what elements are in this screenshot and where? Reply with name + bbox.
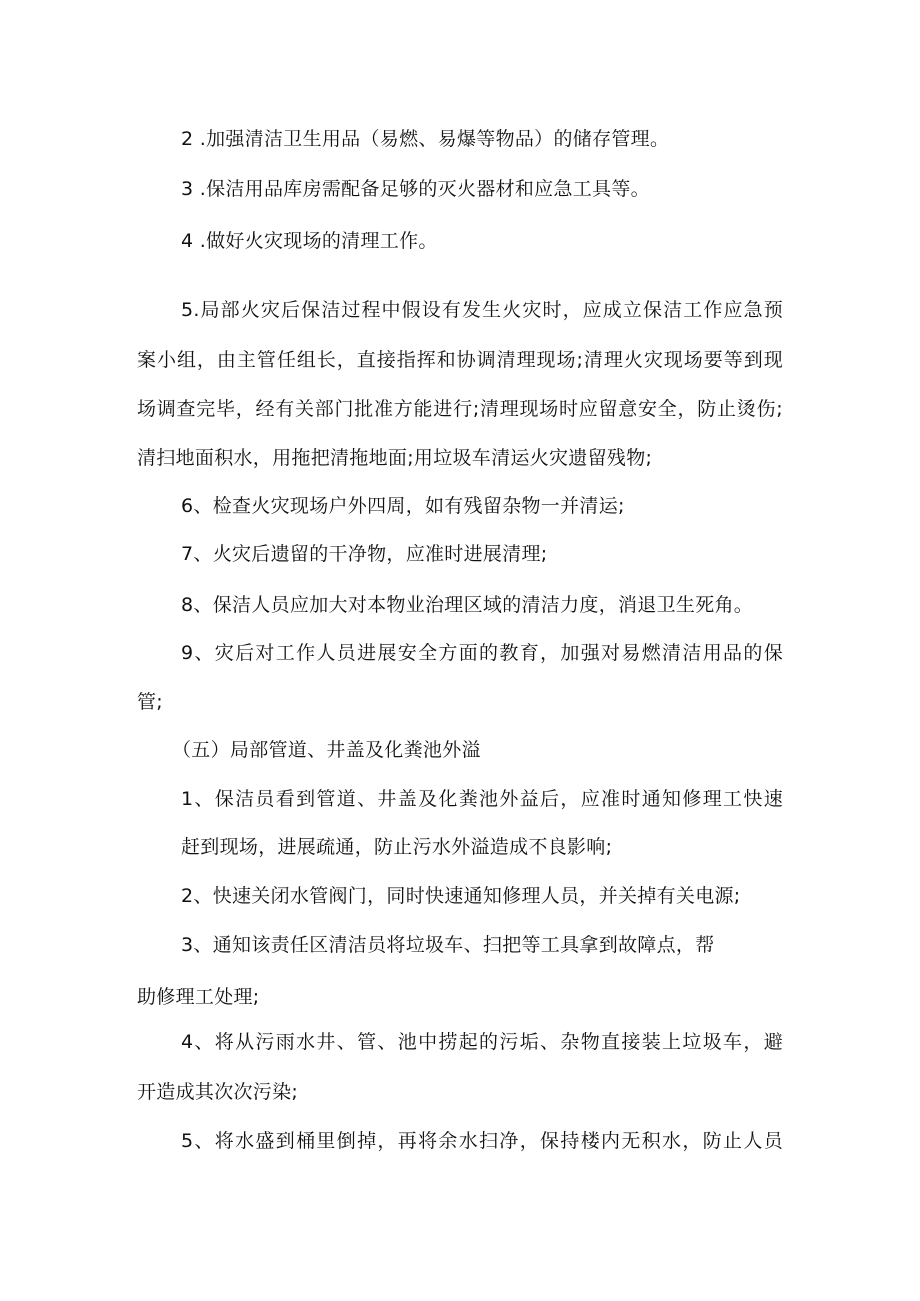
list-item-4: 4 .做好火灾现场的清理工作。	[181, 230, 438, 252]
list-item-2: 2 .加强清洁卫生用品（易燃、易爆等物品）的储存管理。	[181, 128, 670, 150]
list-item-4b-line-2: 开造成其次次污染;	[137, 1081, 299, 1103]
section-heading: （五）局部管道、井盖及化粪池外溢	[172, 739, 481, 761]
paragraph-5-line-2: 案小组，由主管任组长，直接指挥和协调清理现场;清理火灾现场要等到现	[137, 349, 783, 371]
list-item-1-line-1: 1、保洁员看到管道、井盖及化粪池外益后，应准时通知修理工快速	[181, 788, 783, 810]
list-item-9-line-1: 9、灾后对工作人员进展安全方面的教育，加强对易燃清洁用品的保	[181, 642, 783, 664]
list-item-8: 8、保洁人员应加大对本物业治理区域的清洁力度，消退卫生死角。	[181, 594, 754, 616]
paragraph-5-line-3: 场调查完毕，经有关部门批准方能进行;清理现场时应留意安全，防止烫伤;	[137, 398, 783, 420]
list-item-3: 3 .保洁用品库房需配备足够的灭火器材和应急工具等。	[181, 178, 650, 200]
paragraph-5-line-4: 清扫地面积水，用拖把清拖地面;用垃圾车清运火灾遗留残物;	[137, 447, 653, 469]
list-item-5b-line-1: 5、将水盛到桶里倒掉，再将余水扫净，保持楼内无积水，防止人员	[181, 1130, 783, 1152]
list-item-1-line-2: 赶到现场，进展疏通，防止污水外溢造成不良影响;	[181, 836, 613, 858]
list-item-3b-line-1: 3、通知该责任区清洁员将垃圾车、扫把等工具拿到故障点，帮	[181, 934, 715, 956]
list-item-2b: 2、快速关闭水管阀门，同时快速通知修理人员，并关掉有关电源;	[181, 885, 741, 907]
list-item-9-line-2: 管;	[137, 691, 164, 713]
list-item-6: 6、检查火灾现场户外四周，如有残留杂物一并清运;	[181, 495, 625, 517]
paragraph-5-line-1: 5.局部火灾后保洁过程中假设有发生火灾时，应成立保洁工作应急预	[181, 299, 783, 321]
list-item-4b-line-1: 4、将从污雨水井、管、池中捞起的污垢、杂物直接装上垃圾车，避	[181, 1031, 783, 1053]
list-item-7: 7、火灾后遗留的干净物，应准时进展清理;	[181, 543, 548, 565]
list-item-3b-line-2: 助修理工处理;	[137, 986, 260, 1008]
